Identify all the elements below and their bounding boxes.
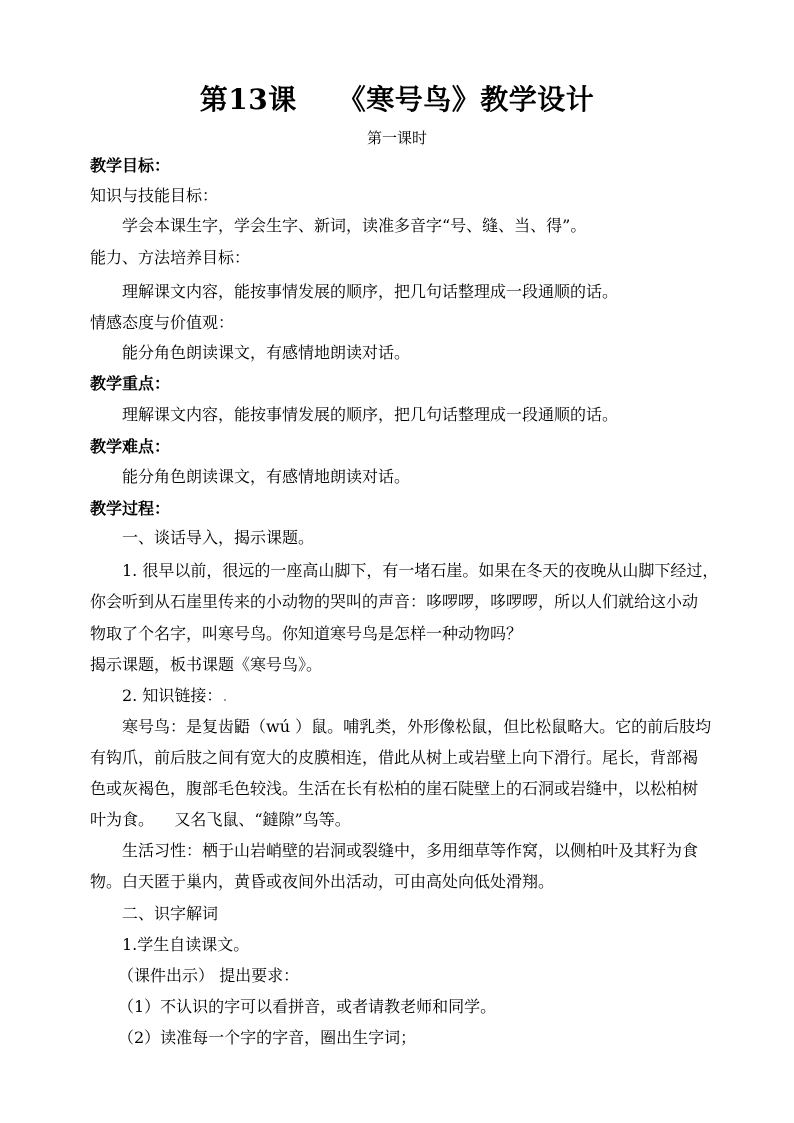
knowledge-text: 学会本课生字，学会生字、新词，读准多音字“号、缝、当、得”。 (122, 216, 587, 235)
p3-line3: 色或灰褐色，腹部毛色较浅。生活在长有松柏的崖石陡壁上的石洞或岩缝中，以松柏树 (90, 779, 699, 798)
p2-heading (122, 686, 227, 706)
p1-line2: 你会听到从石崖里传来的小动物的哭叫的声音：哆啰啰，哆啰啰，所以人们就给这小动 (90, 592, 699, 611)
p2-heading-text: 2. 知识链接： (122, 686, 223, 705)
step2-heading: 二、识字解词 (122, 904, 219, 923)
difficulty-text: 能分角色朗读课文，有感情地朗读对话。 (122, 467, 411, 486)
title-name: 《寒号鸟》教学设计 (337, 83, 595, 116)
attitude-text: 能分角色朗读课文，有感情地朗读对话。 (122, 343, 411, 362)
key-heading: 教学重点： (90, 374, 171, 393)
ability-heading: 能力、方法培养目标： (90, 248, 251, 267)
knowledge-heading: 知识与技能目标： (90, 186, 219, 205)
s2-item2: （课件出示） 提出要求： (118, 966, 300, 985)
p4-line2: 物。白天匿于巢内，黄昏或夜间外出活动，可由高处向低处滑翔。 (90, 872, 555, 891)
p2-dot: . (222, 686, 228, 705)
p1-line1: 1. 很早以前，很远的一座高山脚下，有一堵石崖。如果在冬天的夜晚从山脚下经过， (122, 561, 719, 580)
process-heading: 教学过程： (90, 499, 171, 518)
difficulty-heading: 教学难点： (90, 437, 171, 456)
s2-item3: （1）不认识的字可以看拼音，或者请教老师和同学。 (118, 997, 497, 1016)
ability-text: 理解课文内容，能按事情发展的顺序，把几句话整理成一段通顺的话。 (122, 282, 619, 301)
page-subtitle: 第一课时 (366, 129, 427, 147)
s2-item1: 1.学生自读课文。 (122, 935, 250, 954)
p1-line3: 物取了个名字，叫寒号鸟。你知道寒号鸟是怎样一种动物吗？ (90, 624, 523, 643)
key-text: 理解课文内容，能按事情发展的顺序，把几句话整理成一段通顺的话。 (122, 405, 619, 424)
step1-heading: 一、谈话导入，揭示课题。 (122, 528, 315, 547)
attitude-heading: 情感态度与价值观： (90, 313, 235, 332)
p4-line1: 生活习性：栖于山岩峭壁的岩洞或裂缝中，多用细草等作窝，以侧柏叶及其籽为食 (122, 841, 699, 860)
p3-line2: 有钩爪，前后肢之间有宽大的皮膜相连，借此从树上或岩壁上向下滑行。尾长，背部褐 (90, 748, 699, 767)
objectives-heading: 教学目标： (90, 156, 171, 175)
p1-line4: 揭示课题，板书课题《寒号鸟》。 (90, 655, 323, 674)
page-title (0, 78, 794, 118)
title-lesson: 第13课 (199, 83, 297, 116)
s2-item4: （2）读准每一个字的字音，圈出生字词； (118, 1028, 417, 1047)
p3-line1: 寒号鸟：是复齿鼯（wú ）鼠。哺乳类，外形像松鼠，但比松鼠略大。它的前后肢均 (122, 717, 712, 736)
p3-line4: 叶为食。 又名飞鼠、“鐽隙”鸟等。 (90, 810, 351, 829)
